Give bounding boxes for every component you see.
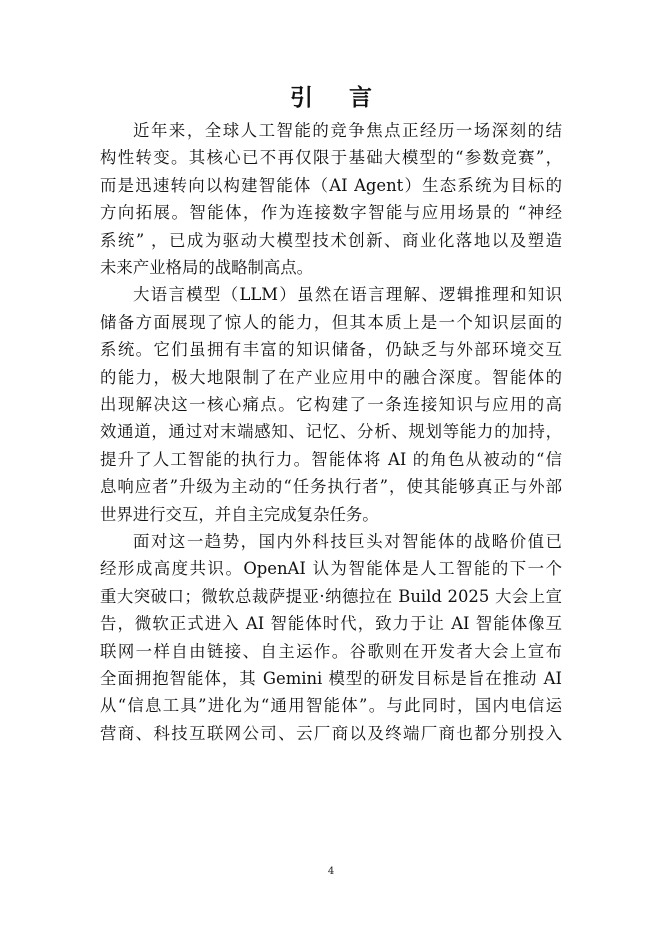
text-line: 从“信息工具”进化为“通用智能体”。与此同时，国内电信运 bbox=[100, 696, 562, 716]
text-line: 提升了人工智能的执行力。智能体将 AI 的角色从被动的“信 bbox=[100, 449, 562, 469]
text-line: 重大突破口；微软总裁萨提亚·纳德拉在 Build 2025 大会上宣 bbox=[100, 586, 562, 606]
text-line: 的能力，极大地限制了在产业应用中的融合深度。智能体的 bbox=[100, 367, 562, 387]
page-number: 4 bbox=[327, 866, 335, 877]
text-line: 未来产业格局的战略制高点。 bbox=[100, 258, 314, 277]
text-line: 全面拥抱智能体，其 Gemini 模型的研发目标是旨在推动 AI bbox=[100, 669, 562, 688]
text-line: 大语言模型（LLM）虽然在语言理解、逻辑推理和知识 bbox=[133, 285, 562, 305]
text-line: 告，微软正式进入 AI 智能体时代，致力于让 AI 智能体像互 bbox=[100, 614, 562, 634]
text-line: 面对这一趋势，国内外科技巨头对智能体的战略价值已 bbox=[133, 532, 562, 551]
text-line: 出现解决这一核心痛点。它构建了一条连接知识与应用的高 bbox=[100, 395, 562, 414]
text-line: 联网一样自由链接、自主运作。谷歌则在开发者大会上宣布 bbox=[100, 641, 562, 661]
text-line: 近年来，全球人工智能的竞争焦点正经历一场深刻的结 bbox=[133, 121, 562, 140]
text-line: 而是迅速转向以构建智能体（AI Agent）生态系统为目标的 bbox=[100, 175, 562, 195]
text-line: 构性转变。其核心已不再仅限于基础大模型的“参数竞赛”， bbox=[100, 148, 562, 168]
text-line: 方向拓展。智能体，作为连接数字智能与应用场景的 “神经 bbox=[100, 203, 562, 223]
text-line: 系统。它们虽拥有丰富的知识储备，仍缺乏与外部环境交互 bbox=[100, 340, 562, 360]
text-line: 经形成高度共识。OpenAI 认为智能体是人工智能的下一个 bbox=[100, 559, 562, 579]
text-line: 世界进行交互，并自主完成复杂任务。 bbox=[100, 504, 379, 524]
page-title: 引 言 bbox=[289, 85, 386, 111]
text-line: 系统” ，已成为驱动大模型技术创新、商业化落地以及塑造 bbox=[100, 230, 562, 250]
text-line: 营商、科技互联网公司、云厂商以及终端厂商也都分别投入 bbox=[100, 723, 562, 743]
text-line: 储备方面展现了惊人的能力，但其本质上是一个知识层面的 bbox=[100, 312, 562, 332]
text-line: 效通道，通过对末端感知、记忆、分析、规划等能力的加持， bbox=[100, 422, 562, 442]
text-line: 息响应者”升级为主动的“任务执行者”，使其能够真正与外部 bbox=[100, 477, 562, 497]
